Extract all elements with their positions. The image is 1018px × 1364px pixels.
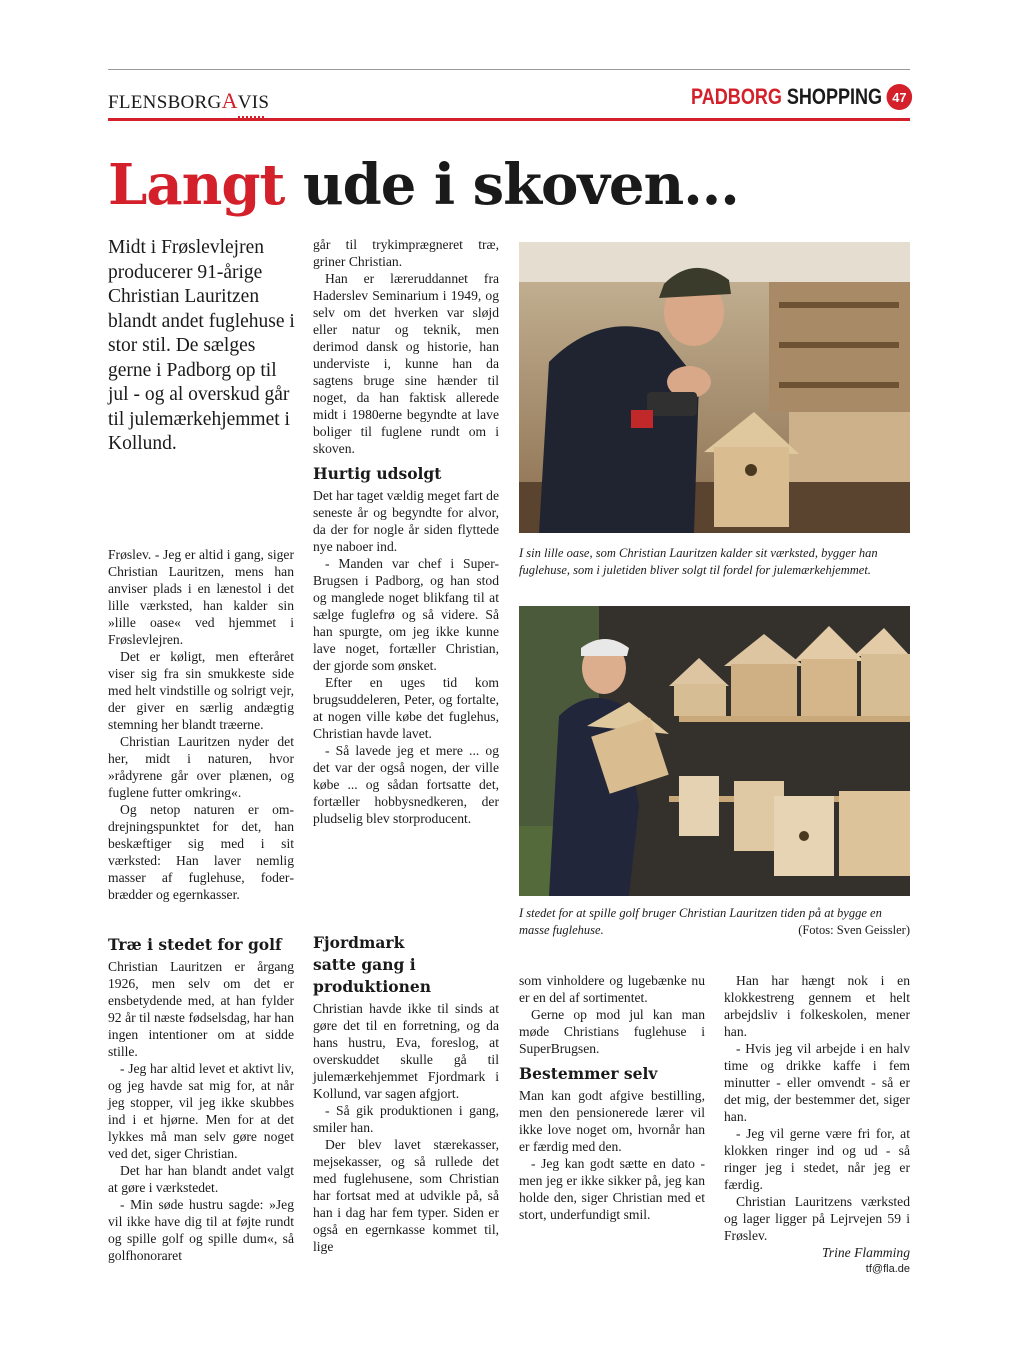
red-rule — [108, 118, 910, 121]
paragraph: Han er læreruddannet fra Haderslev Seminarium i 1949, og selv om det hverken var sløjd eller natur og teknik, men derimod dansk og historie, han underviste i, kunne han da sagtens bruge sine hænder til noget, da han faktisk allerede midt i 1980erne begyndte at lave boliger til fuglene rundt om i skoven. — [313, 271, 499, 456]
paragraph: Christian Lauritzens værksted og lager ligger på Lejrvejen 59 i Frøslev. — [724, 1194, 910, 1243]
paragraph: - Jeg vil gerne være fri for, at klokken ringer ind og ud - så ringer jeg i stedet, når jeg er færdig. — [724, 1126, 910, 1192]
lead-paragraph: Midt i Frøslevlejren producerer 91-årige Christian Lauritzen blandt andet fuglehuse i stor stil. De sælges gerne i Padborg op til jul - og al overskud går til julemærkehjemmet i Kollund. — [108, 237, 295, 454]
headline-red: Langt — [108, 152, 285, 218]
paragraph: Han har hængt nok i en klokkestreng gennem et helt arbejdsliv i folkeskolen, mener han. — [724, 973, 910, 1039]
headline — [108, 150, 739, 220]
byline: Trine Flamming — [822, 1245, 910, 1260]
paragraph: - Jeg kan godt sætte en dato - men jeg er ikke sikker på, jeg kan holde den, siger Christian med et stort, underfundigt smil. — [519, 1156, 705, 1222]
column-3 — [519, 972, 705, 1223]
photo-caption-1: I sin lille oase, som Christian Lauritzen kalder sit værksted, bygger han fuglehuse, som i juletiden bliver solgt til fordel for julemærkehjemmet. — [519, 546, 878, 577]
paragraph: som vinholdere og lugebænke nu er en del af sortimentet. — [519, 973, 705, 1005]
paragraph: Og netop naturen er omdrejningspunktet for det, han beskæftiger sig med i sit værksted: Han laver nemlig masser af fuglehuse, foderbrædder og egernkasser. — [108, 802, 294, 902]
paragraph: Christian havde ikke til sinds at gøre det til en forretning, og da hans hustru, Eva, foreslog, at overskuddet skulle gå til julemærkehjemmet Fjordmark i Kollund, var sagen afgjort. — [313, 1001, 499, 1101]
subheading: Hurtig udsolgt — [313, 464, 442, 483]
page-number-badge: 47 — [887, 84, 913, 110]
photo-credit: (Fotos: Sven Geissler) — [798, 923, 910, 937]
paragraph: Christian Lauritzen er årgang 1926, men selv om det er ensbetydende med, at han fylder 92 år til næste fødselsdag, har han ingen intentioner om at sidde stille. — [108, 959, 294, 1059]
logo-text-left: FLENSBORG — [108, 92, 222, 113]
section-title — [691, 84, 910, 110]
paragraph: Man kan godt afgive bestilling, men den pensionerede lærer vil ikke love noget om, hvornår han er færdig med den. — [519, 1088, 705, 1154]
logo-text-right: VIS — [237, 92, 270, 113]
paragraph: Det har taget vældig meget fart de seneste år og begyndte for alvor, da der for nogle år siden flyttede nye naboer ind. — [313, 488, 499, 554]
section-title-red: PADBORG — [691, 84, 782, 109]
paragraph: går til trykimprægneret træ, griner Christian. — [313, 237, 499, 269]
photo-caption-2-text: I stedet for at spille golf bruger Christian Lauritzen tiden på at bygge en masse fuglehuse. — [519, 906, 882, 937]
paragraph: - Jeg har altid levet et aktivt liv, og jeg havde sat mig for, at når jeg stopper, vil jeg ikke skubbes ind i et hjørne. Men for at det lykkes må man selv gøre noget ved det, siger Christian. — [108, 1061, 294, 1161]
paragraph: Christian Lauritzen nyder det her, midt i naturen, hvor »rådyrene går over plænen, og fuglene futter omkring«. — [108, 734, 294, 800]
paragraph: Frøslev. - Jeg er altid i gang, siger Christian Lauritzen, mens han anviser plads i en lænestol i det lille værksted, han kalder sin »lille oase« ved hjemmet i Frøslevlejren. — [108, 547, 294, 647]
paragraph: - Manden var chef i Super-Brugsen i Padborg, og han stod og manglede noget blikfang til at sælge fuglefrø og så videre. Så han spurgte, om jeg ikke kunne lave noget, fortæller Christian, der gjorde som ønsket. — [313, 556, 499, 673]
masthead — [108, 84, 910, 120]
column-1-lower — [108, 928, 294, 1264]
author-email[interactable]: tf@fla.de — [865, 1263, 910, 1275]
subheading: Bestemmer selv — [519, 1064, 658, 1083]
newspaper-logo — [108, 88, 269, 114]
paragraph: Gerne op mod jul kan man møde Christians fuglehuse i SuperBrugsen. — [519, 1007, 705, 1056]
logo-letter-a: A — [221, 88, 238, 113]
paragraph: Efter en uges tid kom brugsuddeleren, Peter, og fortalte, at nogen ville købe det fuglehus, Christian havde lavet. — [313, 675, 499, 741]
photo-birdhouses — [519, 606, 910, 896]
paragraph: Det er køligt, men efteråret viser sig fra sin smukkeste side med helt vindstille og solrigt vejr, der giver en særlig andægtig stemning her blandt træerne. — [108, 649, 294, 732]
paragraph: - Så lavede jeg et mere ... og det var der også nogen, der ville købe ... og sådan fortsatte det, fortæller hobbysnedkeren, der pludselig blev storproducent. — [313, 743, 499, 826]
photo-caption-2 — [519, 905, 910, 939]
photo-workshop — [519, 242, 910, 533]
column-2-lower — [313, 926, 499, 1255]
column-1 — [108, 546, 294, 903]
paragraph: Det har han blandt andet valgt at gøre i værkstedet. — [108, 1163, 294, 1195]
paragraph: - Så gik produktionen i gang, smiler han. — [313, 1103, 499, 1135]
column-2 — [313, 236, 499, 827]
paragraph: - Hvis jeg vil arbejde i en halv time og drikke kaffe i fem minutter - eller omvendt - så er det mig, der bestemmer det, siger han. — [724, 1041, 910, 1124]
subheading: Træ i stedet for golf — [108, 935, 282, 954]
paragraph: Der blev lavet stærekasser, mejsekasser, og så rullede det med fuglehusene, som Christian har fortsat med at udvikle på, så han i dag har fem typer. Siden er også en egernkasse kommet til, lige — [313, 1137, 499, 1254]
section-title-black: SHOPPING — [786, 84, 883, 109]
subheading: Fjordmark satte gang i produktionen — [313, 933, 431, 996]
column-4 — [724, 972, 910, 1278]
top-rule — [108, 69, 910, 70]
headline-black: ude i skoven... — [284, 152, 739, 218]
paragraph: - Min søde hustru sagde: »Jeg vil ikke have dig til at føjte rundt og spille golf og spille dum«, så golfhonoraret — [108, 1197, 294, 1263]
